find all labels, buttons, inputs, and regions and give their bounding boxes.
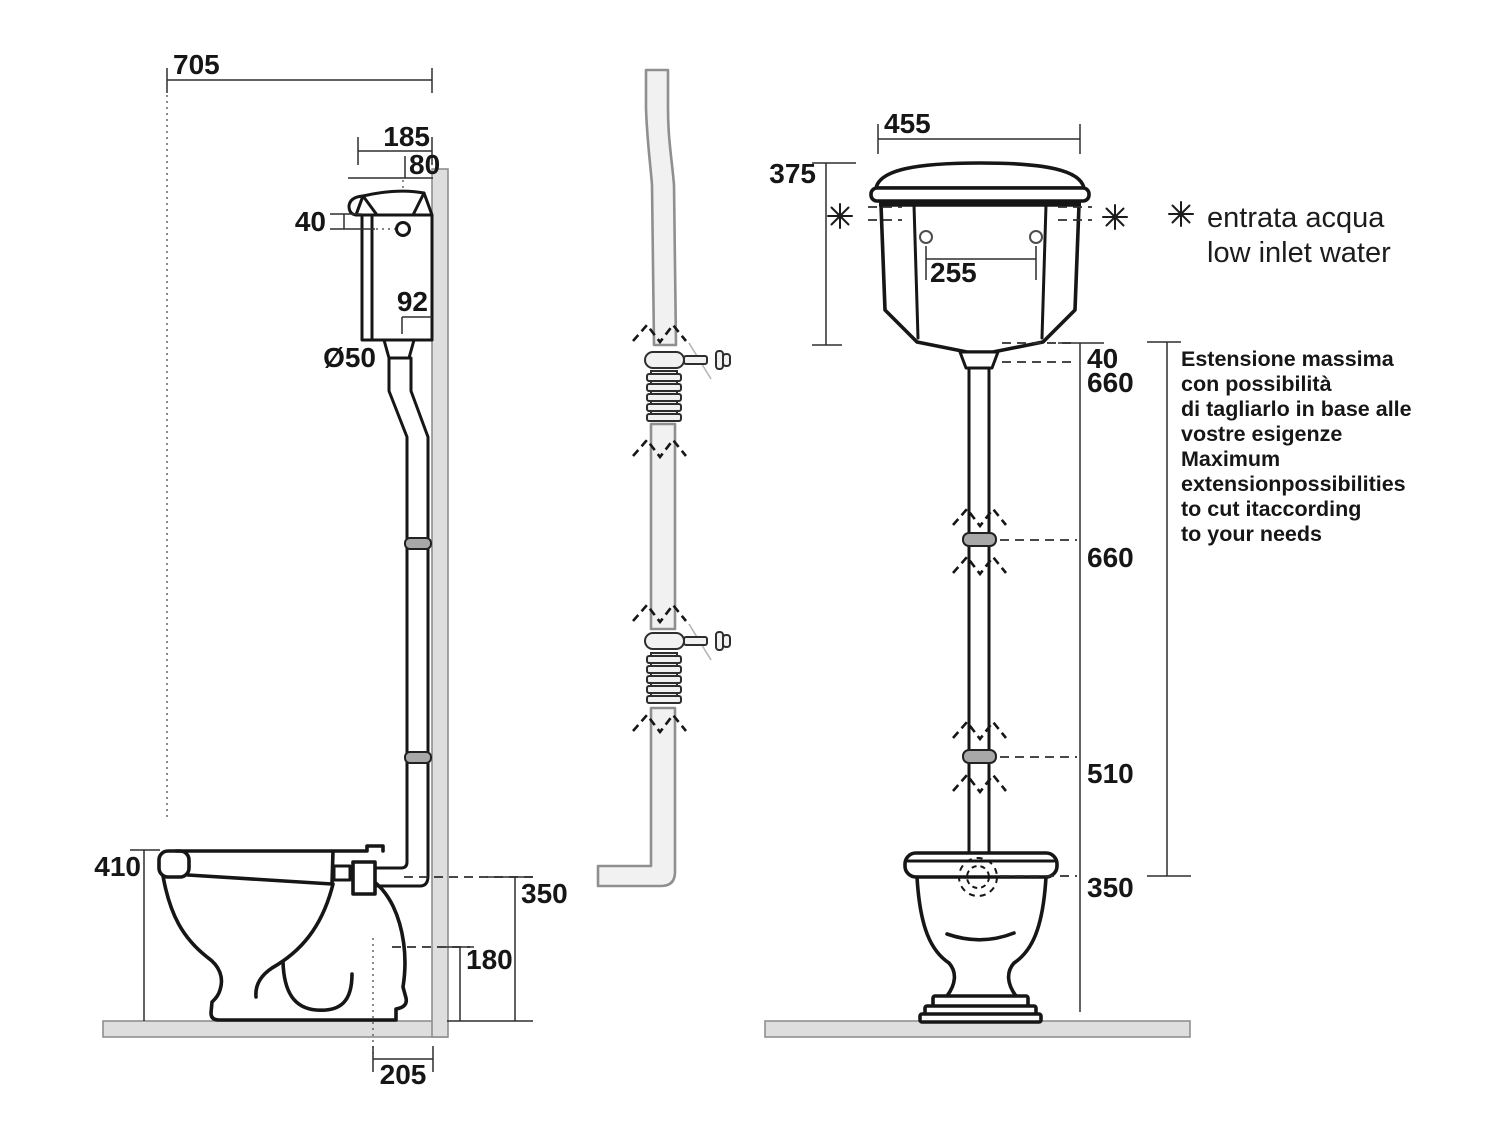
note-line: con possibilità — [1181, 372, 1332, 396]
flush-pipe-front — [953, 352, 1006, 853]
bowl-rim-front — [905, 853, 1057, 877]
toilet-front-view — [905, 853, 1057, 1022]
dim-wall-to-front — [167, 49, 432, 818]
dim-label-375: 375 — [769, 158, 816, 189]
bowl-waterline — [947, 933, 1014, 940]
bowl-right-profile — [1009, 877, 1046, 999]
dim-label-455: 455 — [884, 108, 931, 139]
dim-label-180: 180 — [466, 944, 513, 975]
note-line: extensionpossibilities — [1181, 472, 1406, 496]
bowl-left-profile — [917, 877, 954, 999]
pipe-coupling-front-lower — [963, 750, 996, 763]
asterisk-icon — [1103, 205, 1127, 229]
asterisk-icon — [828, 204, 852, 228]
note-line: di tagliarlo in base alle — [1181, 397, 1412, 421]
legend-line-english: low inlet water — [1207, 237, 1391, 269]
cistern-body-front — [881, 205, 1079, 352]
trap-inner-curve — [283, 962, 352, 1010]
pipe-coupling-side-upper — [405, 538, 431, 549]
pipe-coupling-side-lower — [405, 752, 431, 763]
cistern-outlet-stub-side — [384, 340, 414, 358]
note-line: Estensione massima — [1181, 347, 1394, 371]
bolt-hole-right — [1030, 231, 1042, 243]
pipe-coupling-front-upper — [963, 533, 996, 546]
dim-label-510: 510 — [1087, 758, 1134, 789]
dim-label-350-front: 350 — [1087, 872, 1134, 903]
dim-cistern-height — [769, 158, 856, 345]
pipe-exploded-detail — [598, 70, 730, 886]
inlet-spud — [353, 862, 375, 894]
dim-label-705: 705 — [173, 49, 220, 80]
note-line: Maximum — [1181, 447, 1281, 471]
side-view — [94, 49, 567, 1090]
note-line: to your needs — [1181, 522, 1322, 546]
threaded-anchor-lower — [647, 653, 681, 703]
cistern-lid-rim — [871, 188, 1089, 201]
threaded-anchor-upper — [647, 371, 681, 421]
flush-pipe-run — [375, 358, 428, 886]
floor-slab-side — [103, 1021, 447, 1037]
pipe-segment-bottom-elbow — [598, 708, 675, 886]
dim-label-92: 92 — [396, 286, 428, 317]
dim-label-40-front: 40 — [1087, 343, 1119, 374]
cistern-front-view — [871, 163, 1089, 352]
legend-line-italian: entrata acqua — [1207, 202, 1385, 234]
dim-chain-right — [1000, 343, 1134, 1012]
seat-hinge — [334, 866, 350, 880]
bolt-hole-left — [920, 231, 932, 243]
wall-slab — [432, 169, 448, 1037]
bowl-outline-side — [163, 876, 406, 1020]
extension-note — [1181, 347, 1412, 546]
dim-label-255: 255 — [930, 257, 977, 288]
dim-label-205: 205 — [379, 1059, 427, 1090]
dim-label-350-side: 350 — [521, 878, 568, 909]
note-line: vostre esigenze — [1181, 422, 1343, 446]
inlet-legend — [1169, 202, 1391, 269]
cistern-outlet-stub-front — [960, 352, 998, 368]
front-view — [765, 108, 1412, 1037]
dim-label-40-side: 40 — [294, 206, 326, 237]
dim-label-pipe-diameter: Ø50 — [323, 342, 376, 373]
cistern-lid-front — [876, 163, 1084, 188]
pedestal-step-base — [920, 1014, 1041, 1022]
inlet-hole-side — [397, 223, 410, 236]
flush-pipe-side — [323, 340, 431, 886]
dim-outlet-height — [446, 944, 513, 1021]
dim-label-660-upper: 660 — [1087, 367, 1134, 398]
bowl-inner-sweep — [256, 884, 333, 997]
note-line: to cut itaccording — [1181, 497, 1362, 521]
seat-front-bumper — [159, 851, 189, 877]
dim-label-185: 185 — [383, 121, 430, 152]
dim-label-660-middle: 660 — [1087, 542, 1134, 573]
dim-bowl-height — [94, 850, 160, 1021]
dim-label-80: 80 — [409, 149, 441, 180]
asterisk-icon — [1169, 202, 1193, 226]
dim-label-410: 410 — [94, 851, 141, 882]
pipe-segment-top — [646, 70, 676, 345]
dim-outlet-to-wall — [373, 1046, 433, 1090]
dim-cistern-width — [878, 108, 1080, 154]
